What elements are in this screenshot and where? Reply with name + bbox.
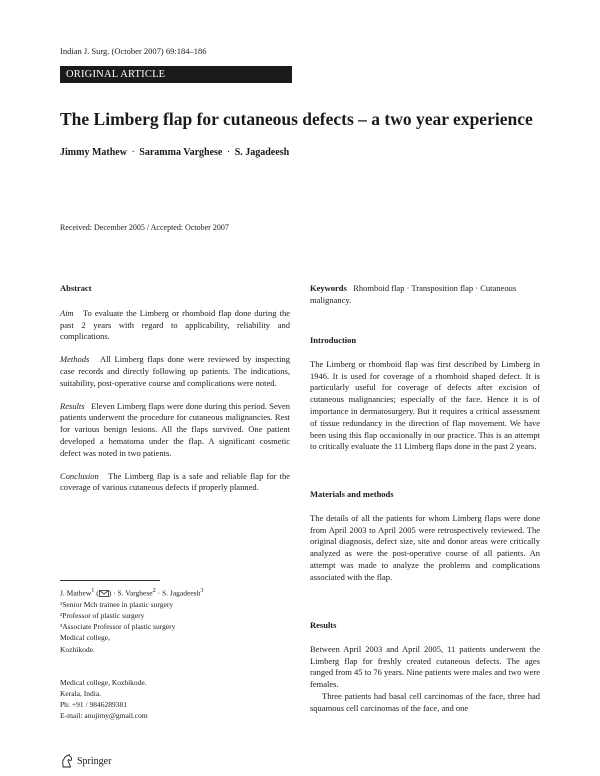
author-2: Saramma Varghese [139,147,223,158]
abstract-results [60,401,290,460]
methods-text: All Limberg flaps done were reviewed by inspecting case records and directly following up patients. The indications, suitability, post-operative course and complications were noted. [60,354,291,388]
aim-label: Aim [60,307,74,318]
article-type-banner: ORIGINAL ARTICLE [60,66,292,83]
keywords-label: Keywords [310,283,347,293]
introduction-text: The Limberg or rhomboid flap was first described by Limberg in 1946. It is used for coverage of a rhomboid shaped defect. It is particularly useful for coverage of defects after excision of cutaneous malignancies; especially of the face. Hence it is of importance in dermatosurgery. But it requires a critical assessment of tissue redundancy in the direction of flap movement. We have been using this flap occasionally in our practice. This is an attempt to critically evaluate the 11 Limberg flaps done in the past 2 years. [310,358,540,452]
contact-1: Medical college, Kozhikode. [60,677,147,687]
materials-text: The details of all the patients for whom Limberg flaps were done from April 2003 to April 2005 were retrospectively reviewed. The original diagnosis, defect size, site and donor areas were critically analyzed as were the post-operative course of all patients. An attempt was made to analyze the problems and complications associated with the flap. [310,512,540,582]
results-text: Eleven Limberg flaps were done during this period. Seven patients underwent the procedure for cutaneous malignancies. Rest for various benign lesions. All the flaps survived. One patient developed a hematoma under the flap. A significant cosmetic defect was noted in two patients. [60,400,290,458]
conclusion-label: Conclusion [60,470,99,481]
author-separator: · [131,147,135,158]
affiliation-2: ²Professor of plastic surgery [60,610,145,620]
author-list [60,147,289,158]
contact-3: Ph: +91 / 9846289381 [60,700,127,710]
received-dates: Received: December 2005 / Accepted: October 2007 [60,223,229,232]
contact-2: Kerala, India. [60,688,102,698]
publisher-footer [60,754,111,768]
results-label: Results [60,400,85,411]
keywords-section [310,283,540,307]
conclusion-text: The Limberg flap is a safe and reliable flap for the coverage of various cutaneous defects if properly planned. [60,470,290,493]
materials-section [310,489,540,584]
introduction-heading: Introduction [310,335,357,345]
abstract-heading: Abstract [60,283,92,293]
results-section [310,620,540,715]
contact-email: E-mail: anujimy@gmail.com [60,711,148,721]
abstract-conclusion [60,471,290,495]
materials-heading: Materials and methods [310,489,394,499]
affiliation-3: ³Associate Professor of plastic surgery [60,622,176,632]
affiliation-authors: J. Mathew$^1$ ( ) · S. Varghese$^2$ · S. Jagadeesh$^3$ [60,587,204,598]
affiliation-5: Kozhikode. [60,644,95,654]
keywords [310,283,540,307]
keywords-text: Rhomboid flap · Transposition flap · Cutaneous malignancy. [310,283,517,305]
email-envelope-icon [99,590,109,597]
results-text-2: Three patients had basal cell carcinomas of the face, three had squamous cell carcinomas of the face, and one [310,690,540,713]
methods-label: Methods [60,354,90,365]
footnote-divider [60,580,160,581]
aim-text: To evaluate the Limberg or rhomboid flap done during the past 2 years with regard to applicability, reliability and complications. [60,307,290,342]
results-text-1: Between April 2003 and April 2005, 11 patients underwent the Limberg flap for freshly created cutaneous defects. The ages ranged from 45 to 76 years. Nine patients were males and two were females. [310,643,540,690]
affiliation-4: Medical college, [60,633,110,643]
affiliations-block [60,585,290,722]
journal-citation: Indian J. Surg. (October 2007) 69:184–186 [60,46,207,56]
publisher-name: Springer [77,755,112,767]
abstract-aim [60,308,290,343]
affiliation-1: ¹Senior Mch trainee in plastic surgery [60,599,174,609]
article-title: The Limberg flap for cutaneous defects – a two year experience [60,109,533,129]
springer-knight-icon [60,754,74,768]
author-separator: · [226,147,231,158]
abstract-section [60,283,290,494]
author-3: S. Jagadeesh [234,147,290,158]
abstract-methods [60,354,290,389]
introduction-section [310,335,540,453]
author-1: Jimmy Mathew [60,147,127,158]
results-heading: Results [310,620,337,630]
